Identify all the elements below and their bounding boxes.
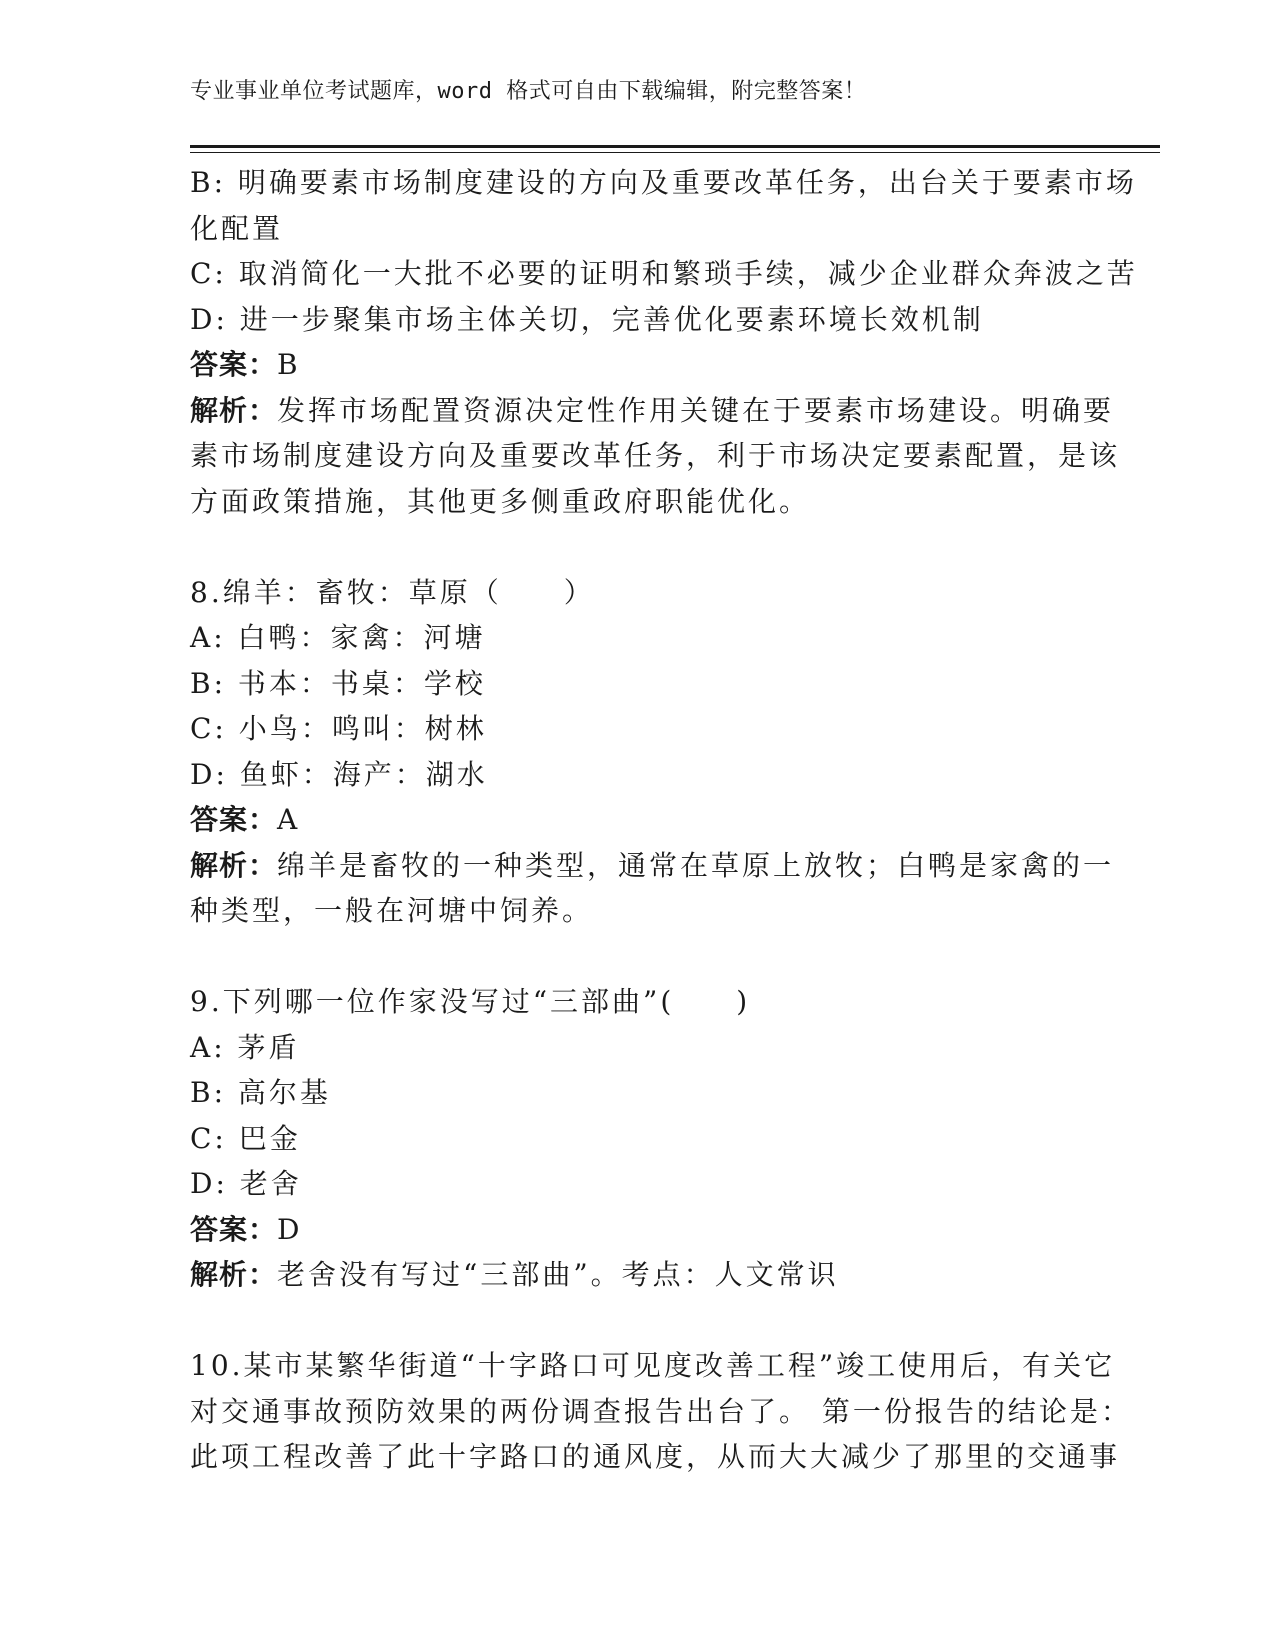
q7-option-b-cont: 化配置 [190,211,284,245]
document-body [190,160,1138,1480]
q7-analysis [190,388,1115,434]
q9-analysis-text: 老舍没有写过“三部曲”。考点：人文常识 [277,1258,839,1291]
q8-option-d: D: 鱼虾：海产：湖水 [190,757,488,791]
q8-answer [190,797,1090,843]
q9-analysis [190,1252,1090,1298]
q7-analysis-text: 发挥市场配置资源决定性作用关键在于要素市场建设。明确要 [277,393,1115,427]
page-header-note: 专业事业单位考试题库，word 格式可自由下载编辑，附完整答案！ [190,79,867,104]
answer-label: 答案： [190,1212,278,1246]
q8-analysis [190,843,1115,889]
q10-question-cont-1: 对交通事故预防效果的两份调查报告出台了。 第一份报告的结论是： [190,1394,1132,1428]
q8-analysis-text: 绵羊是畜牧的一种类型，通常在草原上放牧；白鸭是家禽的一 [277,848,1115,882]
q7-answer-value: B [277,348,301,381]
spacer [190,934,1090,980]
analysis-label: 解析： [190,393,278,427]
q8-option-a: A: 白鸭：家禽：河塘 [190,621,486,654]
q10-question: 10.某市某繁华街道“十字路口可见度改善工程”竣工使用后，有关它 [190,1349,1116,1382]
spacer [190,1298,1090,1344]
q9-option-a: A: 茅盾 [190,1030,300,1064]
q10-question-cont-2: 此项工程改善了此十字路口的通风度，从而大大减少了那里的交通事 [190,1440,1121,1473]
q9-option-d: D: 老舍 [190,1167,302,1200]
q8-question: 8.绵羊：畜牧：草原（ ） [190,575,595,609]
q7-option-d: D: 进一步聚集市场主体关切，完善优化要素环境长效机制 [190,302,984,336]
analysis-label: 解析： [190,1258,278,1291]
answer-label: 答案： [190,803,278,836]
q7-analysis-cont-1: 素市场制度建设方向及重要改革任务，利于市场决定要素配置，是该 [190,439,1121,472]
q7-analysis-cont-2: 方面政策措施，其他更多侧重政府职能优化。 [190,484,811,518]
header-rule-thin [190,152,1160,153]
q8-option-b: B: 书本：书桌：学校 [190,666,486,700]
q7-option-c: C: 取消简化一大批不必要的证明和繁琐手续，减少企业群众奔波之苦 [190,257,1138,290]
q7-option-b: B: 明确要素市场制度建设的方向及重要改革任务，出台关于要素市场 [190,166,1137,199]
header-rule-thick [190,145,1160,148]
q9-answer-value: D [277,1212,303,1246]
spacer [190,524,1090,570]
q9-question: 9.下列哪一位作家没写过“三部曲”( ) [190,985,751,1018]
q7-answer [190,342,1090,388]
q9-option-c: C: 巴金 [190,1121,301,1155]
analysis-label: 解析： [190,848,278,882]
q9-answer [190,1207,1090,1253]
answer-label: 答案： [190,348,278,381]
q8-option-c: C: 小鸟：鸣叫：树林 [190,712,487,745]
q8-analysis-cont: 种类型，一般在河塘中饲养。 [190,894,594,927]
q9-option-b: B: 高尔基 [190,1076,331,1109]
q8-answer-value: A [277,803,301,836]
